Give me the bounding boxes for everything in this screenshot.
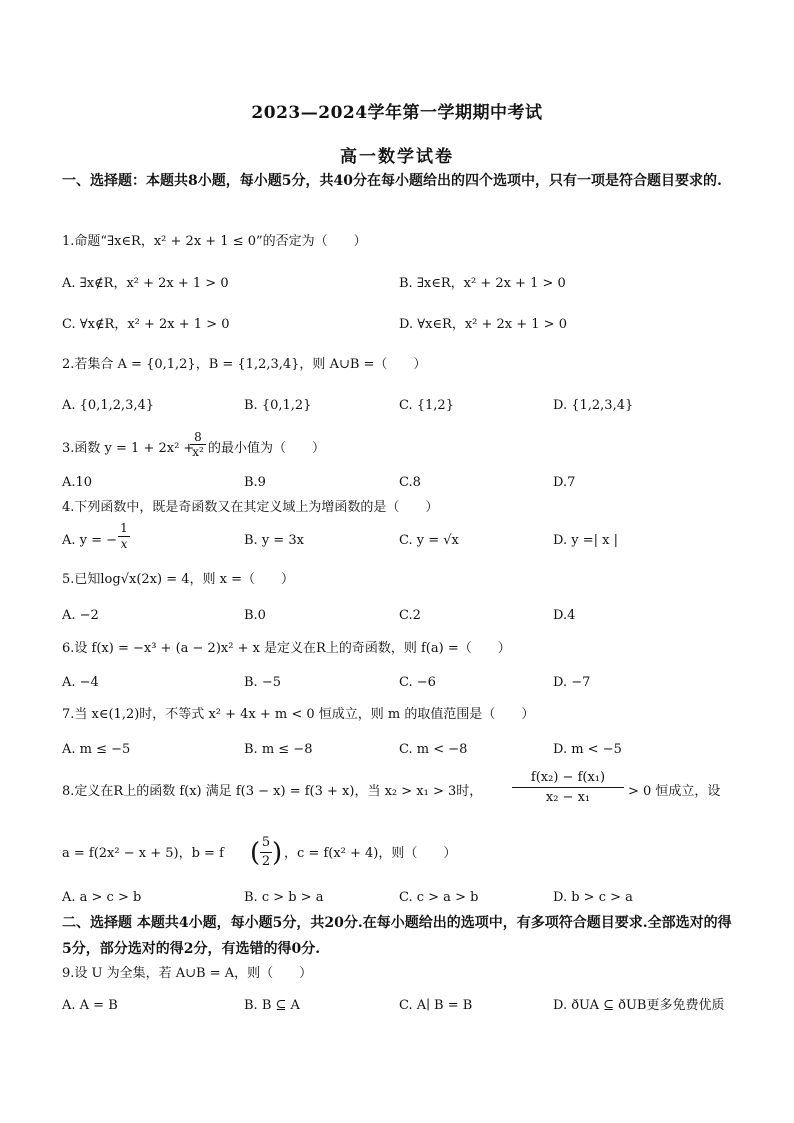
question-3-stem-end: 的最小值为（ ）	[208, 441, 326, 456]
question-3-stem	[62, 430, 752, 470]
question-1-option-d: D. ∀x∈R，x² + 2x + 1 > 0	[399, 317, 567, 332]
question-9-option-a: A. A = B	[62, 998, 118, 1013]
question-8-line-2-denominator: 2	[261, 854, 271, 869]
question-8-right-paren: )	[272, 838, 283, 868]
question-3-option-b: B.9	[244, 475, 266, 490]
question-5-option-a: A. −2	[62, 608, 99, 623]
question-2-option-c: C. {1,2}	[399, 398, 454, 413]
question-2-stem: 2.若集合 A = {0,1,2}，B = {1,2,3,4}，则 A∪B =（ ）	[62, 357, 427, 372]
question-8-line-2-fraction	[260, 834, 272, 871]
question-4-option-a	[62, 521, 182, 561]
question-4-option-d: D. y =| x |	[553, 533, 618, 548]
question-3-fraction-numerator: 8	[190, 430, 206, 445]
question-7-option-d: D. m < −5	[553, 742, 622, 757]
question-5-option-d: D.4	[553, 608, 576, 623]
question-3-fraction	[190, 430, 206, 459]
question-5-option-c: C.2	[399, 608, 421, 623]
question-7-option-c: C. m < −8	[399, 742, 468, 757]
question-7-option-b: B. m ≤ −8	[244, 742, 313, 757]
question-8-option-c: C. c > a > b	[399, 890, 479, 905]
question-9-stem: 9.设 U 为全集，若 A∪B = A，则（ ）	[62, 966, 313, 981]
question-3-option-c: C.8	[399, 475, 421, 490]
question-3-option-a: A.10	[62, 475, 93, 490]
question-1-option-b: B. ∃x∈R，x² + 2x + 1 > 0	[399, 276, 566, 291]
question-9-option-b: B. B ⊆ A	[244, 998, 300, 1013]
question-8-fraction-numerator: f(x₂) − f(x₁)	[512, 768, 624, 788]
question-8-fraction	[512, 768, 624, 807]
question-8-line-2-end: ，c = f(x² + 4)，则（ ）	[284, 846, 457, 861]
question-4-option-a-fraction	[118, 521, 130, 552]
exam-title: 2023—2024学年第一学期期中考试	[251, 103, 543, 123]
question-6-option-d: D. −7	[553, 675, 591, 690]
question-4-option-c: C. y = √x	[399, 533, 459, 548]
question-6-option-b: B. −5	[244, 675, 281, 690]
question-8-option-d: D. b > c > a	[553, 890, 633, 905]
question-6-option-a: A. −4	[62, 675, 99, 690]
question-9-option-c: C. A∣ B = B	[399, 998, 473, 1013]
question-6-option-c: C. −6	[399, 675, 436, 690]
question-4-option-a-numerator: 1	[118, 521, 130, 537]
question-6-stem: 6.设 f(x) = −x³ + (a − 2)x² + x 是定义在R上的奇函数，则 f(a) =（ ）	[62, 641, 511, 656]
question-1-stem: 1.命题“∃x∈R，x² + 2x + 1 ≤ 0”的否定为（ ）	[62, 234, 367, 249]
question-8-stem-line-2	[62, 832, 752, 876]
question-8-line-2-numerator: 5	[260, 834, 272, 853]
question-8-stem-line-1	[62, 766, 752, 816]
question-8-stem-end: > 0 恒成立，设	[628, 784, 721, 799]
question-3-option-d: D.7	[553, 475, 576, 490]
question-4-stem: 4.下列函数中，既是奇函数又在其定义域上为增函数的是（ ）	[62, 500, 439, 515]
question-9-option-d: D. ðUA ⊆ ðUB更多免费优质	[553, 998, 725, 1013]
question-2-option-d: D. {1,2,3,4}	[553, 398, 634, 413]
section-two-heading: 二、选择题 本题共4小题，每小题5分，共20分.在每小题给出的选项中，有多项符合题目要求.全部选对的得5分，部分选对的得2分，有选错的得0分.	[62, 915, 732, 957]
exam-subtitle: 高一数学试卷	[340, 147, 454, 167]
question-7-option-a: A. m ≤ −5	[62, 742, 131, 757]
question-8-left-paren: (	[250, 838, 261, 868]
question-8-option-a: A. a > c > b	[62, 890, 142, 905]
question-7-stem: 7.当 x∈(1,2)时，不等式 x² + 4x + m < 0 恒成立，则 m 的取值范围是（ ）	[62, 707, 535, 722]
question-1-option-c: C. ∀x∉R，x² + 2x + 1 > 0	[62, 317, 230, 332]
question-5-option-b: B.0	[244, 608, 266, 623]
question-1-option-a: A. ∃x∉R，x² + 2x + 1 > 0	[62, 276, 229, 291]
question-3-stem-start: 3.函数 y = 1 + 2x² +	[62, 441, 195, 456]
question-2-option-a: A. {0,1,2,3,4}	[62, 398, 155, 413]
question-5-stem: 5.已知log√x(2x) = 4，则 x =（ ）	[62, 572, 294, 587]
question-3-fraction-denominator: x²	[192, 445, 204, 459]
question-8-option-b: B. c > b > a	[244, 890, 324, 905]
question-8-line-2-start: a = f(2x² − x + 5)，b = f	[62, 846, 224, 861]
question-8-stem-start: 8.定义在R上的函数 f(x) 满足 f(3 − x) = f(3 + x)，当 x₂ > x₁ > 3时，	[62, 784, 483, 799]
question-4-option-a-denominator: x	[120, 537, 128, 551]
question-8-fraction-denominator: x₂ − x₁	[545, 790, 591, 805]
question-2-option-b: B. {0,1,2}	[244, 398, 312, 413]
section-one-heading: 一、选择题：本题共8小题，每小题5分，共40分在每小题给出的四个选项中，只有一项是符合题目要求的.	[62, 173, 722, 189]
question-4-option-a-prefix: A. y = −	[62, 533, 118, 548]
question-4-option-b: B. y = 3x	[244, 533, 304, 548]
